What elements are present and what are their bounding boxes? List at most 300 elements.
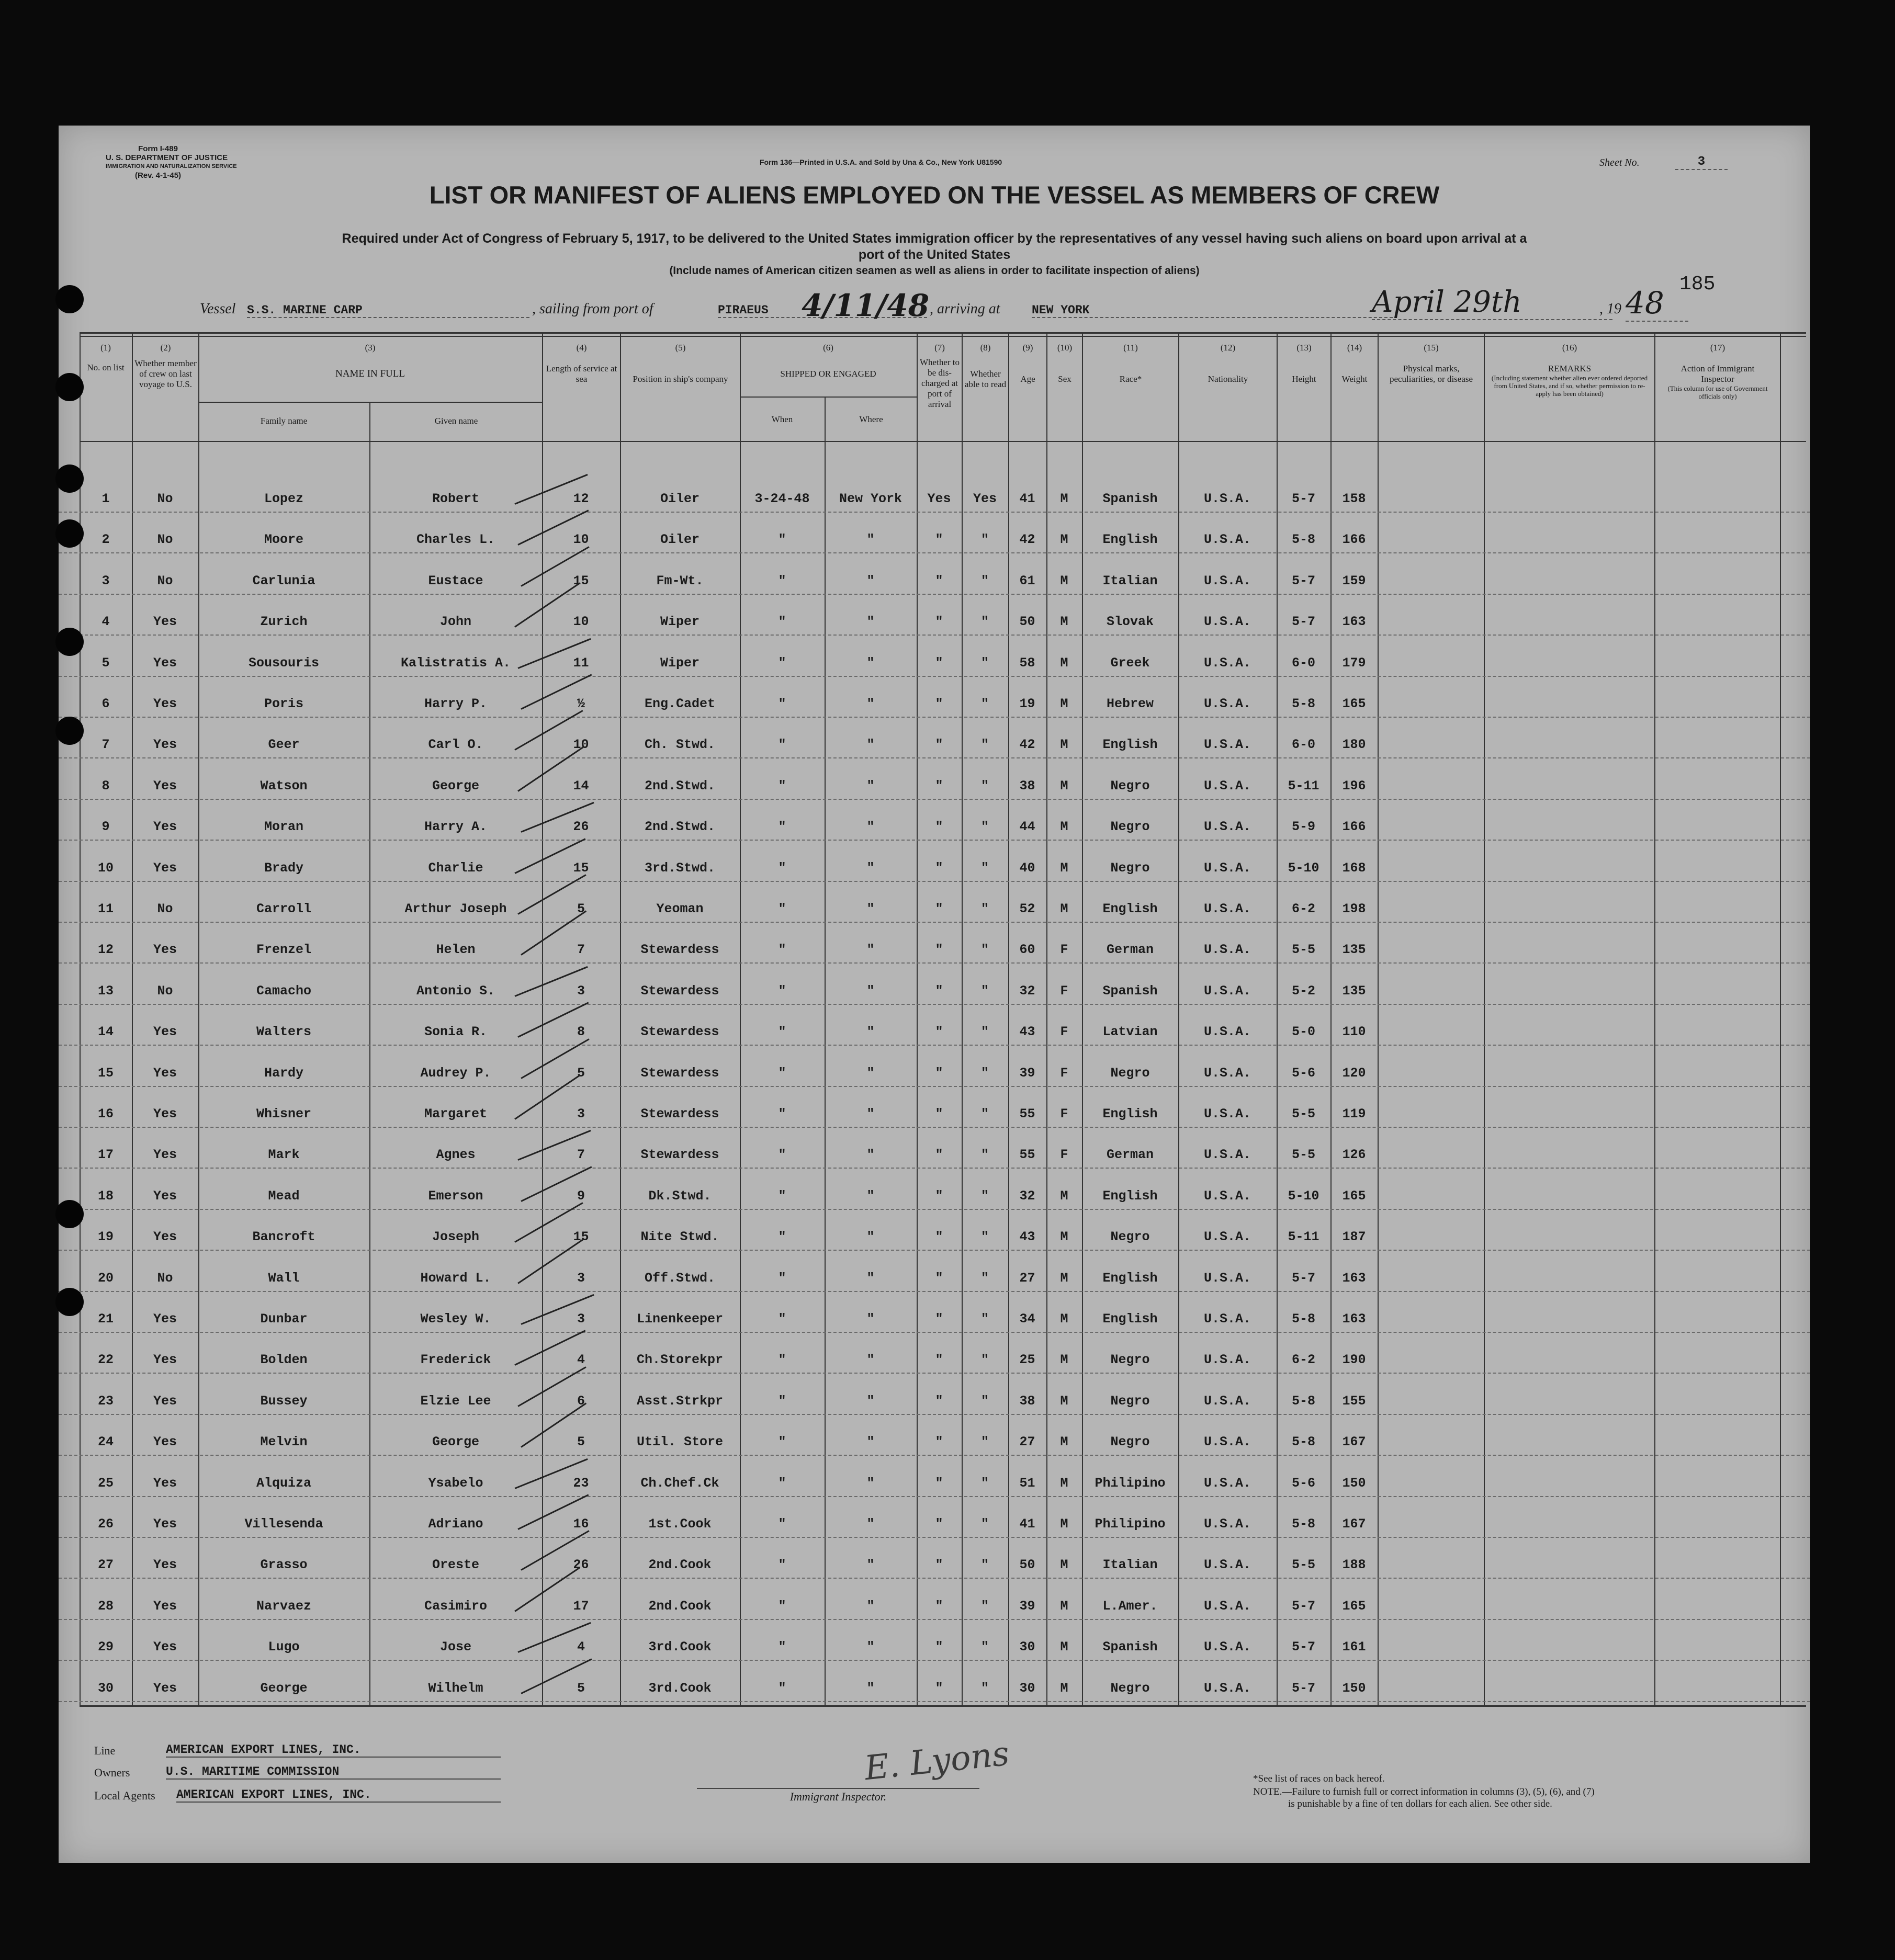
previous-voyage: Yes <box>153 942 177 958</box>
service-length: 9 <box>577 1188 585 1204</box>
service-length: 5 <box>577 1065 585 1081</box>
height: 5-11 <box>1288 1229 1319 1245</box>
nationality: U.S.A. <box>1203 655 1251 671</box>
shipped-when: " <box>778 860 786 876</box>
shipped-when: " <box>778 614 786 630</box>
previous-voyage: Yes <box>153 1311 177 1327</box>
height: 5-10 <box>1288 860 1319 876</box>
given-name: Robert <box>432 491 479 506</box>
row-number: 22 <box>97 1352 114 1368</box>
age: 38 <box>1019 1393 1035 1409</box>
given-name: Carl O. <box>428 737 483 753</box>
discharged-at-port: " <box>935 1434 943 1450</box>
given-name: Joseph <box>432 1229 479 1245</box>
family-name: Whisner <box>256 1106 312 1121</box>
weight: 165 <box>1342 1598 1366 1614</box>
weight: 163 <box>1342 1270 1366 1286</box>
able-to-read: " <box>980 1024 989 1040</box>
able-to-read: " <box>980 1639 989 1655</box>
able-to-read: " <box>980 1475 989 1491</box>
given-name: Ysabelo <box>428 1475 483 1491</box>
shipped-when: " <box>778 1229 786 1245</box>
shipped-where: " <box>866 860 875 876</box>
able-to-read: " <box>980 901 989 916</box>
race: Philipino <box>1095 1516 1166 1532</box>
row-separator <box>59 1168 1810 1169</box>
nationality: U.S.A. <box>1203 778 1251 794</box>
nationality: U.S.A. <box>1203 942 1251 958</box>
owners-value: U.S. MARITIME COMMISSION <box>166 1765 501 1780</box>
age: 50 <box>1019 1557 1035 1573</box>
discharged-at-port: " <box>935 1229 943 1245</box>
shipped-where: " <box>866 1270 875 1286</box>
shipped-where: " <box>866 819 875 835</box>
line-value: AMERICAN EXPORT LINES, INC. <box>166 1743 501 1758</box>
given-name: Charles L. <box>416 532 495 548</box>
height: 5-0 <box>1291 1024 1315 1040</box>
height: 6-0 <box>1291 655 1315 671</box>
binder-hole <box>55 717 84 745</box>
previous-voyage: Yes <box>153 1024 177 1040</box>
row-number: 3 <box>101 573 110 588</box>
age: 38 <box>1019 778 1035 794</box>
nationality: U.S.A. <box>1203 1639 1251 1655</box>
discharged-at-port: " <box>935 983 943 999</box>
able-to-read: " <box>980 696 989 711</box>
race: English <box>1102 1106 1158 1121</box>
service-length: 10 <box>573 532 589 548</box>
family-name: Bancroft <box>252 1229 315 1245</box>
discharged-at-port: " <box>935 614 943 630</box>
position: Nite Stwd. <box>640 1229 719 1245</box>
table-top-rule-2 <box>80 336 1806 337</box>
age: 58 <box>1019 655 1035 671</box>
departure-port: PIRAEUS <box>718 303 927 318</box>
family-name: Mark <box>268 1147 300 1163</box>
given-name: Wesley W. <box>420 1311 491 1327</box>
weight: 110 <box>1342 1024 1366 1040</box>
vessel-name: S.S. MARINE CARP <box>247 303 529 318</box>
manifest-sheet <box>59 126 1810 1863</box>
discharged-at-port: " <box>935 819 943 835</box>
shipped-when: " <box>778 573 786 588</box>
shipped-when: " <box>778 1639 786 1655</box>
race: English <box>1102 1270 1158 1286</box>
age: 51 <box>1019 1475 1035 1491</box>
previous-voyage: Yes <box>153 1106 177 1121</box>
col-11-number: (11) <box>1123 343 1138 353</box>
weight: 135 <box>1342 983 1366 999</box>
race: English <box>1102 532 1158 548</box>
row-separator <box>59 594 1810 595</box>
page-title: LIST OR MANIFEST OF ALIENS EMPLOYED ON THE VESSEL AS MEMBERS OF CREW <box>429 181 1440 209</box>
weight: 163 <box>1342 614 1366 630</box>
position: 3rd.Stwd. <box>644 860 716 876</box>
previous-voyage: Yes <box>153 1434 177 1450</box>
service-length: 3 <box>577 1270 585 1286</box>
shipped-where: " <box>866 1188 875 1204</box>
given-name: John <box>439 614 471 630</box>
row-number: 5 <box>101 655 110 671</box>
weight: 166 <box>1342 819 1366 835</box>
race: German <box>1106 1147 1154 1163</box>
row-separator <box>59 676 1810 677</box>
signature-line <box>697 1788 979 1789</box>
position: Stewardess <box>640 1147 719 1163</box>
row-separator <box>59 1209 1810 1210</box>
col-2-header: Whether member of crew on last voyage to U.S. <box>134 358 197 389</box>
discharged-at-port: " <box>935 901 943 916</box>
able-to-read: " <box>980 1598 989 1614</box>
service-length: 15 <box>573 573 589 588</box>
shipped-where: " <box>866 778 875 794</box>
race: Negro <box>1110 860 1150 876</box>
age: 39 <box>1019 1065 1035 1081</box>
col-2-number: (2) <box>160 343 171 353</box>
given-name: Eustace <box>428 573 483 588</box>
nationality: U.S.A. <box>1203 1147 1251 1163</box>
col-14-number: (14) <box>1347 343 1362 353</box>
weight: 188 <box>1342 1557 1366 1573</box>
position: Fm-Wt. <box>656 573 704 588</box>
height: 5-5 <box>1291 942 1315 958</box>
able-to-read: " <box>980 983 989 999</box>
service-length: 23 <box>573 1475 589 1491</box>
row-number: 16 <box>97 1106 114 1121</box>
col-14-header: Weight <box>1341 374 1368 384</box>
height: 5-8 <box>1291 1311 1315 1327</box>
discharged-at-port: " <box>935 942 943 958</box>
race: Spanish <box>1102 491 1158 506</box>
sex: F <box>1060 1106 1068 1121</box>
row-separator <box>59 1004 1810 1005</box>
nationality: U.S.A. <box>1203 1229 1251 1245</box>
row-number: 26 <box>97 1516 114 1532</box>
penalty-note-1: NOTE.—Failure to furnish full or correct information in columns (3), (5), (6), and (7) <box>1253 1786 1595 1797</box>
previous-voyage: No <box>157 983 173 999</box>
able-to-read: " <box>980 819 989 835</box>
sex: M <box>1060 901 1068 916</box>
sex: F <box>1060 1147 1068 1163</box>
sex: M <box>1060 1557 1068 1573</box>
position: 1st.Cook <box>648 1516 712 1532</box>
row-number: 23 <box>97 1393 114 1409</box>
given-name: Agnes <box>436 1147 476 1163</box>
binder-hole <box>55 1200 84 1228</box>
age: 30 <box>1019 1639 1035 1655</box>
shipped-where: " <box>866 1147 875 1163</box>
arrival-year: 48 <box>1626 285 1688 322</box>
family-name: Alquiza <box>256 1475 312 1491</box>
row-number: 12 <box>97 942 114 958</box>
age: 42 <box>1019 737 1035 753</box>
family-name: Sousouris <box>248 655 320 671</box>
height: 5-6 <box>1291 1475 1315 1491</box>
col-6a-header: When <box>771 414 793 424</box>
col-12-number: (12) <box>1220 343 1236 353</box>
subtitle-line-2: port of the United States <box>858 247 1011 262</box>
race: English <box>1102 1311 1158 1327</box>
sheet-no-label: Sheet No. <box>1599 157 1640 168</box>
able-to-read: " <box>980 860 989 876</box>
row-number: 29 <box>97 1639 114 1655</box>
family-name: Geer <box>268 737 300 753</box>
age: 34 <box>1019 1311 1035 1327</box>
row-number: 4 <box>101 614 110 630</box>
service-length: 15 <box>573 860 589 876</box>
row-separator <box>59 717 1810 718</box>
sex: M <box>1060 1352 1068 1368</box>
shipped-where: " <box>866 1516 875 1532</box>
given-name: Howard L. <box>420 1270 491 1286</box>
row-separator <box>59 1250 1810 1251</box>
family-name: Frenzel <box>256 942 312 958</box>
row-separator <box>59 757 1810 758</box>
family-name: Hardy <box>264 1065 303 1081</box>
shipped-where: " <box>866 1024 875 1040</box>
previous-voyage: Yes <box>153 778 177 794</box>
sailing-label: , sailing from port of <box>532 301 653 317</box>
col-8-number: (8) <box>980 343 991 353</box>
discharged-at-port: " <box>935 860 943 876</box>
able-to-read: " <box>980 1393 989 1409</box>
race: Spanish <box>1102 1639 1158 1655</box>
sex: M <box>1060 614 1068 630</box>
row-separator <box>59 922 1810 923</box>
able-to-read: " <box>980 1516 989 1532</box>
col-13-header: Height <box>1292 374 1316 384</box>
service-length: 7 <box>577 942 585 958</box>
family-name: Moore <box>264 532 303 548</box>
family-name: Villesenda <box>244 1516 323 1532</box>
weight: 167 <box>1342 1434 1366 1450</box>
shipped-when: " <box>778 1557 786 1573</box>
col-10-header: Sex <box>1058 374 1071 384</box>
discharged-at-port: " <box>935 1475 943 1491</box>
age: 32 <box>1019 1188 1035 1204</box>
position: Oiler <box>660 491 700 506</box>
printer-line: Form 136—Printed in U.S.A. and Sold by Una & Co., New York U81590 <box>760 158 1002 166</box>
family-name: Mead <box>268 1188 300 1204</box>
sex: M <box>1060 1639 1068 1655</box>
shipped-when: " <box>778 1311 786 1327</box>
position: Off.Stwd. <box>644 1270 716 1286</box>
sex: M <box>1060 1680 1068 1696</box>
position: Stewardess <box>640 1065 719 1081</box>
able-to-read: " <box>980 1311 989 1327</box>
height: 5-8 <box>1291 532 1315 548</box>
age: 27 <box>1019 1270 1035 1286</box>
height: 6-2 <box>1291 901 1315 916</box>
previous-voyage: Yes <box>153 1598 177 1614</box>
family-name: Melvin <box>260 1434 308 1450</box>
weight: 198 <box>1342 901 1366 916</box>
given-name: Elzie Lee <box>420 1393 491 1409</box>
shipped-when: " <box>778 778 786 794</box>
height: 5-7 <box>1291 491 1315 506</box>
previous-voyage: Yes <box>153 696 177 711</box>
service-length: 3 <box>577 983 585 999</box>
shipped-when: " <box>778 532 786 548</box>
position: Dk.Stwd. <box>648 1188 712 1204</box>
discharged-at-port: " <box>935 573 943 588</box>
age: 25 <box>1019 1352 1035 1368</box>
age: 55 <box>1019 1106 1035 1121</box>
weight: 135 <box>1342 942 1366 958</box>
col-17-number: (17) <box>1710 343 1725 353</box>
row-separator <box>59 1455 1810 1456</box>
nationality: U.S.A. <box>1203 1270 1251 1286</box>
discharged-at-port: " <box>935 1106 943 1121</box>
position: Ch.Chef.Ck <box>640 1475 719 1491</box>
given-name: Jose <box>439 1639 471 1655</box>
weight: 161 <box>1342 1639 1366 1655</box>
family-name: Walters <box>256 1024 312 1040</box>
col-11-header: Race* <box>1119 374 1142 384</box>
service-length: 15 <box>573 1229 589 1245</box>
service-length: 5 <box>577 1680 585 1696</box>
position: 2nd.Cook <box>648 1598 712 1614</box>
height: 5-8 <box>1291 1434 1315 1450</box>
position: Ch.Storekpr <box>636 1352 724 1368</box>
given-name: Harry A. <box>424 819 488 835</box>
age: 41 <box>1019 1516 1035 1532</box>
row-number: 9 <box>101 819 110 835</box>
service-length: 17 <box>573 1598 589 1614</box>
height: 5-5 <box>1291 1106 1315 1121</box>
given-name: Arthur Joseph <box>404 901 507 916</box>
sex: M <box>1060 1393 1068 1409</box>
col-8-header: Whether able to read <box>964 369 1007 389</box>
height: 5-9 <box>1291 819 1315 835</box>
given-name: Helen <box>436 942 476 958</box>
family-name: Dunbar <box>260 1311 308 1327</box>
given-name: Oreste <box>432 1557 479 1573</box>
race: Italian <box>1102 573 1158 588</box>
previous-voyage: Yes <box>153 655 177 671</box>
shipped-when: " <box>778 1024 786 1040</box>
sex: M <box>1060 819 1068 835</box>
previous-voyage: No <box>157 1270 173 1286</box>
row-number: 7 <box>101 737 110 753</box>
family-name: Narvaez <box>256 1598 312 1614</box>
sex: M <box>1060 1188 1068 1204</box>
arrival-date: April 29th <box>1372 285 1612 320</box>
col-5-header: Position in ship's company <box>633 374 728 384</box>
shipped-where: " <box>866 696 875 711</box>
row-number: 25 <box>97 1475 114 1491</box>
row-number: 8 <box>101 778 110 794</box>
col-3b-header: Given name <box>434 416 478 426</box>
line-label: Line <box>94 1744 116 1757</box>
col-16-number: (16) <box>1562 343 1577 353</box>
agents-value: AMERICAN EXPORT LINES, INC. <box>176 1788 501 1803</box>
shipped-when: " <box>778 655 786 671</box>
nationality: U.S.A. <box>1203 1557 1251 1573</box>
service-length: 4 <box>577 1639 585 1655</box>
weight: 165 <box>1342 696 1366 711</box>
shipped-where: " <box>866 1557 875 1573</box>
row-number: 13 <box>97 983 114 999</box>
previous-voyage: No <box>157 573 173 588</box>
age: 52 <box>1019 901 1035 916</box>
row-separator <box>59 1619 1810 1620</box>
discharged-at-port: " <box>935 655 943 671</box>
race: Spanish <box>1102 983 1158 999</box>
nationality: U.S.A. <box>1203 573 1251 588</box>
given-name: George <box>432 778 479 794</box>
sex: M <box>1060 737 1068 753</box>
position: Ch. Stwd. <box>644 737 716 753</box>
row-number: 18 <box>97 1188 114 1204</box>
row-separator <box>59 962 1810 964</box>
age: 27 <box>1019 1434 1035 1450</box>
shipped-when: " <box>778 1147 786 1163</box>
height: 5-8 <box>1291 1393 1315 1409</box>
sex: M <box>1060 696 1068 711</box>
position: Stewardess <box>640 983 719 999</box>
race: Negro <box>1110 819 1150 835</box>
sex: F <box>1060 1024 1068 1040</box>
row-separator <box>59 512 1810 513</box>
service-length: 11 <box>573 655 589 671</box>
height: 5-5 <box>1291 1147 1315 1163</box>
table-bottom-rule <box>80 1705 1806 1707</box>
service-length: 7 <box>577 1147 585 1163</box>
family-name: Lugo <box>268 1639 300 1655</box>
able-to-read: " <box>980 1434 989 1450</box>
shipped-where: " <box>866 573 875 588</box>
given-name: Antonio S. <box>416 983 495 999</box>
service-length: 26 <box>573 1557 589 1573</box>
row-separator <box>59 1578 1810 1579</box>
row-number: 30 <box>97 1680 114 1696</box>
height: 6-2 <box>1291 1352 1315 1368</box>
shipped-where: " <box>866 1598 875 1614</box>
family-name: Camacho <box>256 983 312 999</box>
row-separator <box>59 1496 1810 1497</box>
weight: 190 <box>1342 1352 1366 1368</box>
able-to-read: " <box>980 1188 989 1204</box>
age: 60 <box>1019 942 1035 958</box>
row-separator <box>59 1414 1810 1415</box>
previous-voyage: Yes <box>153 614 177 630</box>
position: Wiper <box>660 655 700 671</box>
family-name: Wall <box>268 1270 300 1286</box>
shipped-where: " <box>866 1352 875 1368</box>
height: 5-7 <box>1291 614 1315 630</box>
able-to-read: " <box>980 1229 989 1245</box>
shipped-where: " <box>866 614 875 630</box>
service-length: 5 <box>577 1434 585 1450</box>
age: 40 <box>1019 860 1035 876</box>
row-separator <box>59 1291 1810 1292</box>
nationality: U.S.A. <box>1203 1516 1251 1532</box>
shipped-where: " <box>866 1434 875 1450</box>
row-separator <box>59 1537 1810 1538</box>
row-separator <box>59 1373 1810 1374</box>
family-name: Bussey <box>260 1393 308 1409</box>
row-separator <box>59 1086 1810 1087</box>
age: 43 <box>1019 1229 1035 1245</box>
discharged-at-port: " <box>935 1680 943 1696</box>
nationality: U.S.A. <box>1203 1393 1251 1409</box>
position: Stewardess <box>640 1106 719 1121</box>
row-number: 2 <box>101 532 110 548</box>
race: Negro <box>1110 1229 1150 1245</box>
family-name: Bolden <box>260 1352 308 1368</box>
nationality: U.S.A. <box>1203 1598 1251 1614</box>
